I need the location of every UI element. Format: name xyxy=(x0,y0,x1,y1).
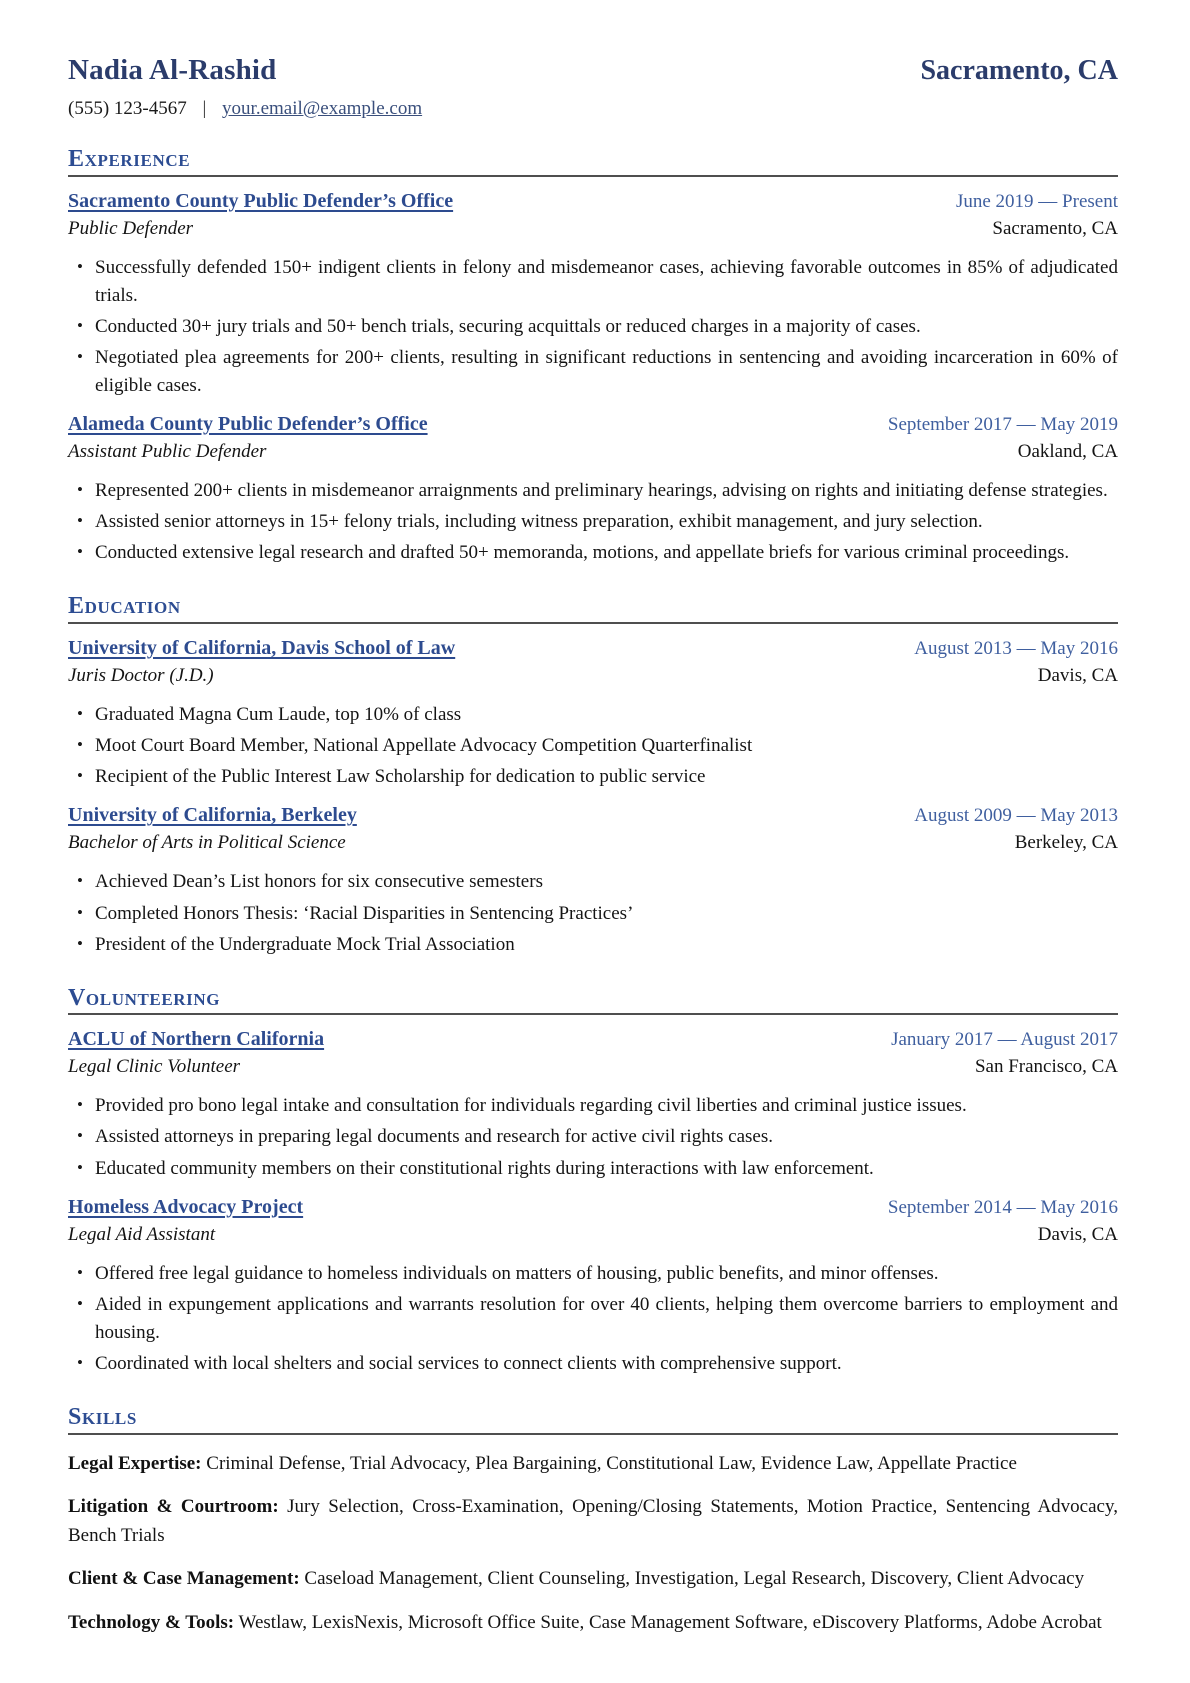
volunteering-entry-2 xyxy=(68,1196,1118,1378)
bullet-item: • Moot Court Board Member, National Appellate Advocacy Competition Quarterfinalist xyxy=(95,732,1118,760)
bullet-item: • Coordinated with local shelters and social services to connect clients with comprehensive support. xyxy=(95,1350,1118,1378)
entry-head xyxy=(68,413,1118,436)
entry-date: June 2019 — Present xyxy=(955,190,1118,212)
education-entry-1 xyxy=(68,637,1118,791)
bullet-item: • Assisted senior attorneys in 15+ felony trials, including witness preparation, exhibit management, and jury selection. xyxy=(95,508,1118,536)
entry-bullets xyxy=(68,1092,1118,1182)
entry-date: August 2013 — May 2016 xyxy=(914,638,1118,660)
entry-head xyxy=(68,1028,1118,1051)
section-title-skills: Skills xyxy=(68,1404,1118,1435)
entry-role: Legal Aid Assistant xyxy=(68,1223,216,1245)
org-link-uc-davis-law[interactable]: University of California, Davis School of Law xyxy=(68,637,456,660)
entry-head xyxy=(68,804,1118,827)
bullet-item: • Successfully defended 150+ indigent clients in felony and misdemeanor cases, achieving favorable outcomes in 85% of adjudicated trials. xyxy=(95,254,1118,310)
entry-degree: Bachelor of Arts in Political Science xyxy=(68,832,346,854)
entry-date: January 2017 — August 2017 xyxy=(891,1029,1118,1051)
bullet-item: • Conducted 30+ jury trials and 50+ bench trials, securing acquittals or reduced charges in a majority of cases. xyxy=(95,313,1118,341)
entry-date: August 2009 — May 2013 xyxy=(914,805,1118,827)
section-skills xyxy=(68,1404,1118,1637)
volunteering-entry-1 xyxy=(68,1028,1118,1182)
org-link-sacramento-pd[interactable]: Sacramento County Public Defender’s Office xyxy=(68,189,454,212)
entry-date: September 2014 — May 2016 xyxy=(887,1196,1118,1218)
entry-location: Sacramento, CA xyxy=(992,217,1118,239)
contact-line xyxy=(68,98,1118,120)
skill-text: Caseload Management, Client Counseling, Investigation, Legal Research, Discovery, Client Advocacy xyxy=(304,1568,1085,1590)
entry-location: San Francisco, CA xyxy=(974,1056,1118,1078)
entry-date: September 2017 — May 2019 xyxy=(887,414,1118,436)
entry-role: Legal Clinic Volunteer xyxy=(68,1056,241,1078)
skill-line-technology-tools xyxy=(68,1609,1118,1638)
person-name: Nadia Al-Rashid xyxy=(68,54,277,86)
org-link-homeless-advocacy[interactable]: Homeless Advocacy Project xyxy=(68,1195,304,1218)
entry-head xyxy=(68,190,1118,213)
entry-degree: Juris Doctor (J.D.) xyxy=(68,665,214,687)
entry-location: Oakland, CA xyxy=(1017,441,1118,463)
bullet-item: • Recipient of the Public Interest Law Scholarship for dedication to public service xyxy=(95,763,1118,791)
header-location: Sacramento, CA xyxy=(920,55,1118,86)
entry-subhead xyxy=(68,832,1118,854)
entry-bullets xyxy=(68,254,1118,401)
skill-text: Criminal Defense, Trial Advocacy, Plea Bargaining, Constitutional Law, Evidence Law, Appellate Practice xyxy=(206,1452,1017,1474)
entry-subhead xyxy=(68,441,1118,463)
skill-line-litigation-courtroom xyxy=(68,1493,1118,1550)
entry-location: Davis, CA xyxy=(1037,665,1118,687)
bullet-item: • Negotiated plea agreements for 200+ clients, resulting in significant reductions in sentencing and avoiding incarceration in 60% of eligible cases. xyxy=(95,344,1118,400)
section-title-education: Education xyxy=(68,593,1118,624)
entry-subhead xyxy=(68,1224,1118,1246)
skill-label: Legal Expertise: xyxy=(68,1452,202,1474)
bullet-item: • President of the Undergraduate Mock Trial Association xyxy=(95,931,1118,959)
entry-role: Public Defender xyxy=(68,217,194,239)
experience-entry-2 xyxy=(68,413,1118,567)
bullet-item: • Provided pro bono legal intake and consultation for individuals regarding civil liberties and criminal justice issues. xyxy=(95,1092,1118,1120)
bullet-item: • Graduated Magna Cum Laude, top 10% of class xyxy=(95,701,1118,729)
section-title-volunteering: Volunteering xyxy=(68,985,1118,1016)
entry-bullets xyxy=(68,1260,1118,1378)
skill-text: Jury Selection, Cross-Examination, Opening/Closing Statements, Motion Practice, Sentencing Advocacy, Bench Trials xyxy=(68,1496,1118,1546)
entry-role: Assistant Public Defender xyxy=(68,441,267,463)
entry-head xyxy=(68,1196,1118,1219)
entry-bullets xyxy=(68,477,1118,567)
org-link-alameda-pd[interactable]: Alameda County Public Defender’s Office xyxy=(68,413,428,436)
contact-separator: | xyxy=(202,98,207,119)
experience-entry-1 xyxy=(68,190,1118,401)
section-experience xyxy=(68,146,1118,567)
skill-label: Technology & Tools: xyxy=(68,1611,235,1633)
bullet-item: • Represented 200+ clients in misdemeanor arraignments and preliminary hearings, advising on rights and initiating defense strategies. xyxy=(95,477,1118,505)
section-volunteering xyxy=(68,985,1118,1378)
entry-location: Berkeley, CA xyxy=(1014,832,1118,854)
bullet-item: • Achieved Dean’s List honors for six consecutive semesters xyxy=(95,868,1118,896)
skill-line-client-case-management xyxy=(68,1565,1118,1594)
bullet-item: • Educated community members on their constitutional rights during interactions with law enforcement. xyxy=(95,1155,1118,1183)
entry-subhead xyxy=(68,218,1118,240)
entry-subhead xyxy=(68,1056,1118,1078)
org-link-uc-berkeley[interactable]: University of California, Berkeley xyxy=(68,804,357,827)
bullet-item: • Assisted attorneys in preparing legal documents and research for active civil rights cases. xyxy=(95,1123,1118,1151)
section-title-experience: Experience xyxy=(68,146,1118,177)
skill-label: Litigation & Courtroom: xyxy=(68,1496,279,1518)
section-education xyxy=(68,593,1118,958)
skill-text: Westlaw, LexisNexis, Microsoft Office Suite, Case Management Software, eDiscovery Platforms, Adobe Acrobat xyxy=(238,1611,1102,1633)
bullet-item: • Conducted extensive legal research and drafted 50+ memoranda, motions, and appellate briefs for various criminal proceedings. xyxy=(95,539,1118,567)
education-entry-2 xyxy=(68,804,1118,958)
skill-line-legal-expertise xyxy=(68,1450,1118,1479)
bullet-item: • Aided in expungement applications and warrants resolution for over 40 clients, helping them overcome barriers to employment and housing. xyxy=(95,1291,1118,1347)
bullet-item: • Completed Honors Thesis: ‘Racial Disparities in Sentencing Practices’ xyxy=(95,900,1118,928)
phone-number: (555) 123-4567 xyxy=(68,98,187,119)
resume-header xyxy=(68,54,1118,87)
bullet-item: • Offered free legal guidance to homeless individuals on matters of housing, public benefits, and minor offenses. xyxy=(95,1260,1118,1288)
email-link[interactable]: your.email@example.com xyxy=(222,98,423,119)
entry-head xyxy=(68,637,1118,660)
entry-subhead xyxy=(68,665,1118,687)
entry-bullets xyxy=(68,868,1118,958)
skill-label: Client & Case Management: xyxy=(68,1568,300,1590)
entry-location: Davis, CA xyxy=(1037,1223,1118,1245)
org-link-aclu[interactable]: ACLU of Northern California xyxy=(68,1028,325,1051)
entry-bullets xyxy=(68,701,1118,791)
